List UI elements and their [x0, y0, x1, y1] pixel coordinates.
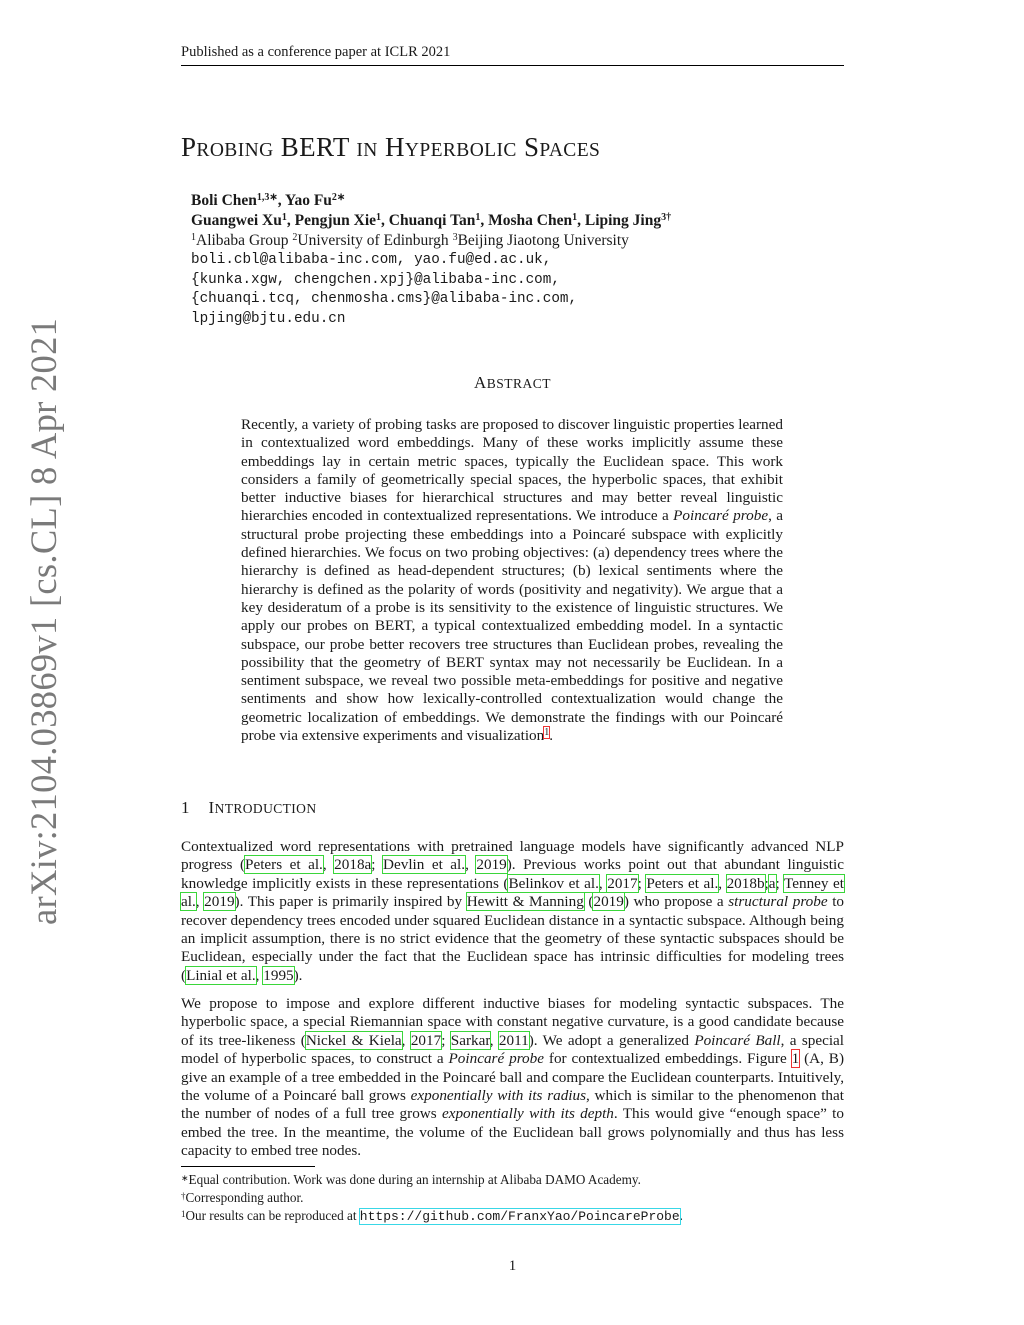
header-rule: [181, 65, 844, 66]
citation-link[interactable]: 2017: [410, 1031, 442, 1049]
citation-link[interactable]: Nickel & Kiela: [305, 1031, 402, 1049]
citation-link[interactable]: 2019: [476, 856, 507, 874]
email-line: boli.cbl@alibaba-inc.com, yao.fu@ed.ac.uk,: [191, 252, 552, 268]
citation-link[interactable]: 2011: [498, 1031, 529, 1049]
abstract-heading: ABSTRACT: [473, 373, 552, 392]
footnote-3: $^1$Our results can be reproduced at https://github.com/FranxYao/PoincareProbe.: [181, 1208, 683, 1224]
email-line: {kunka.xgw, chengchen.xpj}@alibaba-inc.com,: [191, 271, 560, 288]
footnotes: [181, 1171, 844, 1226]
citation-link[interactable]: Linial et al.: [186, 966, 256, 984]
section-heading-introduction: 1 INTRODUCTION: [181, 798, 317, 817]
abstract-body: Recently, a variety of probing tasks are proposed to discover linguistic properties learned in contextualized word embeddings. Many of these works implicitly assume these embeddings lay in certain metric spaces, typically the Euclidean space. This work considers a family of geometrically special spaces, the hyperbolic spaces, that exhibit better inductive biases for hierarchical structures and may better reveal linguistic hierarchies encoded in contextualized representations. We introduce a Poincaré probe, a structural probe projecting these embeddings into a Poincaré subspace with explicitly defined hierarchies. We focus on two probing objectives: (a) dependency trees where the hierarchy is defined as head-dependent structures; (b) lexical sentiments where the hierarchy is defined as the polarity of words (positivity and negativity). We argue that a key desideratum of a probe is its sensitivity to the existence of linguistic structures. We apply our probes on BERT, a typical contextualized embedding model. In a syntactic subspace, our probe better recovers tree structures than Euclidean probes, revealing the possibility that the geometry of BERT syntax may not necessarily be Euclidean. In a sentiment subspace, we reveal two possible meta-embeddings for positive and negative sentiments and show how lexically-controlled contextualization would change the geometric localization of embeddings. We demonstrate the findings with our Poincaré probe via extensive experiments and visualization$^1$.: [241, 416, 783, 745]
repository-url-link[interactable]: https://github.com/FranxYao/PoincareProbe: [359, 1209, 680, 1224]
footnote-2: †Corresponding author.: [181, 1190, 304, 1205]
intro-paragraph-2: We propose to impose and explore different inductive biases for modeling syntactic subspaces. The hyperbolic space, a special Riemannian space with constant negative curvature, is a good candidate because of its tree-likeness (Nickel & Kiela, 2017; Sarkar, 2011). We adopt a generalized Poincaré Ball, a special model of hyperbolic spaces, to construct a Poincaré probe for contextualized embeddings. Figure 1 (A, B) give an example of a tree embedded in the Poincaré ball and compare the Euclidean counterparts. Intuitively, the volume of a Poincaré ball grows exponentially with its radius, which is similar to the phenomenon that the number of nodes of a full tree grows exponentially with its depth. This would give “enough space” to embed the tree. In the meantime, the volume of the Euclidean ball grows polynomially and thus has less capacity to embed tree nodes.: [181, 995, 845, 1160]
citation-link[interactable]: Tenney et al.: [181, 874, 844, 911]
arxiv-stamp: arXiv:2104.03869v1 [cs.CL] 8 Apr 2021: [23, 317, 64, 925]
paper-title: PROBING BERT IN HYPERBOLIC SPACES: [181, 132, 601, 162]
citation-link[interactable]: 1995: [263, 966, 294, 984]
citation-link[interactable]: 2018b: [726, 874, 765, 892]
citation-link[interactable]: 2018a: [334, 856, 372, 874]
footnote-1: ∗Equal contribution. Work was done during an internship at Alibaba DAMO Academy.: [181, 1172, 641, 1187]
citation-link[interactable]: 2017: [607, 874, 638, 892]
citation-link[interactable]: Hewitt & Manning: [466, 893, 584, 911]
citation-link[interactable]: Devlin et al.: [383, 856, 466, 874]
footnote-ref-link[interactable]: 1: [544, 727, 550, 739]
author-line-1: Boli Chen$^{1,3∗}$, Yao $Fu^{2∗}$: [191, 192, 346, 209]
citation-link[interactable]: Peters et al.: [245, 856, 323, 874]
citation-link[interactable]: Peters et al.: [646, 874, 719, 892]
page-number: 1: [508, 1258, 517, 1274]
author-block: [191, 191, 851, 329]
citation-link[interactable]: 2019: [204, 893, 235, 911]
intro-paragraph-1: Contextualized word representations with pretrained language models have significantly advanced NLP progress (Peters et al., 2018a; Devlin et al., 2019). Previous works point out that abundant linguistic knowledge implicitly exists in these representations (Belinkov et al., 2017; Peters et al., 2018b;a; Tenney et al., 2019). This paper is primarily inspired by Hewitt & Manning (2019) who propose a structural probe to recover dependency trees encoded under squared Euclidean distance in a syntactic subspace. Although being an implicit assumption, there is no strict evidence that the geometry of these syntactic subspaces should be Euclidean, especially under the fact that the Euclidean space has intrinsic difficulties for modeling trees (Linial et al., 1995).: [181, 838, 845, 984]
citation-link[interactable]: Sarkar: [450, 1031, 490, 1049]
email-line: lpjing@bjtu.edu.cn: [191, 310, 346, 327]
running-header: Published as a conference paper at ICLR 2021: [181, 44, 451, 60]
affiliations: $^1$Alibaba Group $^2$University of Edinburgh $^3$Beijing Jiaotong University: [191, 232, 629, 249]
email-line: {chuanqi.tcq, chenmosha.cms}@alibaba-inc.com,: [191, 291, 578, 307]
figure-ref-link[interactable]: 1: [791, 1050, 800, 1068]
citation-link[interactable]: 2019: [593, 893, 624, 911]
citation-link[interactable]: Belinkov et al.: [508, 874, 599, 892]
author-line-2: Guangwei Xu$^1$, Pengjun Xie$^1$, Chuanqi Tan$^1$, Mosha Chen$^1$, Liping Jing$^{3\dagger}$: [191, 212, 672, 229]
citation-link[interactable]: a: [768, 874, 776, 892]
footnote-rule: [181, 1166, 315, 1167]
